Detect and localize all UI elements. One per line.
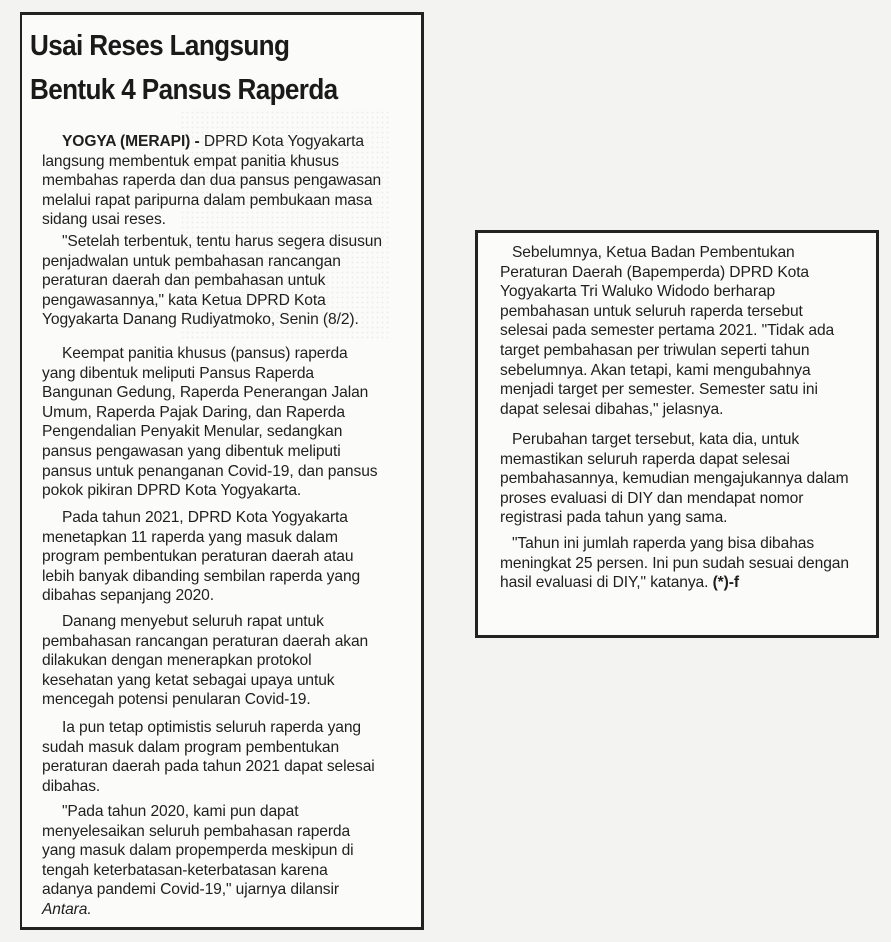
paragraph-5: Danang menyebut seluruh rapat untuk pembahasan rancangan peraturan daerah akan dilakukan dengan menerapkan protokol kesehatan yang ketat sebagai upaya untuk mencegah potensi penularan Covid-19. [42, 613, 369, 709]
paragraph-1 [42, 132, 382, 230]
headline-line-2: Bentuk 4 Pansus Raperda [30, 74, 338, 106]
paragraph-7 [42, 802, 382, 920]
source-credit: Antara. [42, 900, 92, 918]
paragraph-7-text: "Pada tahun 2020, kami pun dapat menyelesaikan seluruh pembahasan raperda yang masuk dalam propemperda meskipun di tengah keterbatasan-keterbatasan karena adanya pandemi Covid-19," ujarnya dilansir [42, 803, 354, 899]
paragraph-10 [500, 534, 850, 593]
paragraph-4: Pada tahun 2021, DPRD Kota Yogyakarta menetapkan 11 raperda yang masuk dalam program pembentukan peraturan daerah atau lebih banyak dibanding sembilan raperda yang dibahas sepanjang 2020. [42, 509, 361, 605]
paragraph-3: Keempat panitia khusus (pansus) raperda yang dibentuk meliputi Pansus Raperda Bangunan Gedung, Raperda Penerangan Jalan Umum, Raperda Pajak Daring, dan Raperda Pengendalian Penyakit Menular, sedangkan pansus pengawasan yang dibentuk meliputi pansus untuk penanganan Covid-19, dan pansus pokok pikiran DPRD Kota Yogyakarta. [42, 345, 378, 500]
paragraph-10-text: "Tahun ini jumlah raperda yang bisa dibahas meningkat 25 persen. Ini pun sudah sesuai dengan hasil evaluasi di DIY," katanya. [500, 535, 849, 592]
headline-line-1: Usai Reses Langsung [30, 30, 290, 62]
paragraph-9: Perubahan target tersebut, kata dia, untuk memastikan seluruh raperda dapat selesai pembahasannya, kemudian mengajukannya dalam proses evaluasi di DIY dan mendapat nomor registrasi pada tahun yang sama. [500, 431, 849, 527]
paragraph-8: Sebelumnya, Ketua Badan Pembentukan Peraturan Daerah (Bapemperda) DPRD Kota Yogyakarta Tri Waluko Widodo berharap pembahasan untuk seluruh raperda tersebut selesai pada semester pertama 2021. "Tidak ada target pembahasan per triwulan seperti tahun sebelumnya. Akan tetapi, kami mengubahnya menjadi target per semester. Semester satu ini dapat selesai dibahas," jelasnya. [500, 244, 835, 418]
dateline: YOGYA (MERAPI) - [62, 133, 200, 150]
paragraph-2: "Setelah terbentuk, tentu harus segera disusun penjadwalan untuk pembahasan rancangan peraturan daerah dan pembahasan untuk pengawasannya," kata Ketua DPRD Kota Yogyakarta Danang Rudiyatmoko, Senin (8/2). [42, 233, 382, 329]
paragraph-6: Ia pun tetap optimistis seluruh raperda yang sudah masuk dalam program pembentukan peraturan daerah pada tahun 2021 dapat selesai dibahas. [42, 719, 375, 795]
paragraph-1-text: DPRD Kota Yogyakarta langsung membentuk empat panitia khusus membahas raperda dan dua pansus pengawasan melalui rapat paripurna dalam pembukaan masa sidang usai reses. [42, 133, 382, 229]
signoff: (*)-f [712, 574, 739, 592]
